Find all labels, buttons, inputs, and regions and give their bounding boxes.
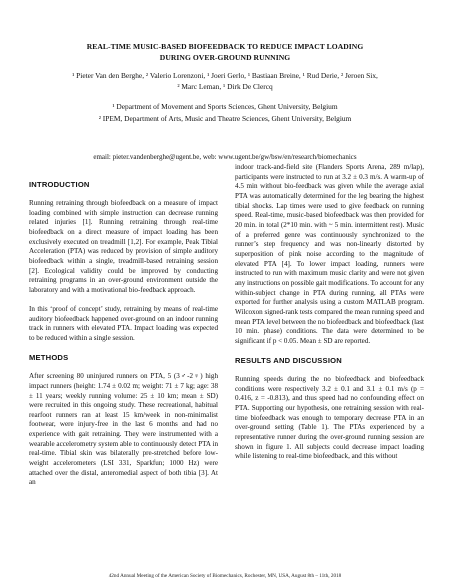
title-line-2: DURING OVER-GROUND RUNNING — [159, 53, 291, 62]
results-paragraph-1: Running speeds during the no biofeedback and biofeedback conditions were respectively 3.2 ± 0.1 and 3.1 ± 0.1 m/s (p = 0.416, z = -0.813), and thus speed had no confounding effect on PTA. Supporting our hypothesis, one retraining session with real-time biofeedback was enough to temporary decrease PTA in an over-ground setting (Table 1). The PTAs experienced by a representative runner during the over-ground running session are shown in figure 1. All subjects could decrease impact loading while listening to real-time biofeedback, and this without — [235, 374, 424, 461]
introduction-paragraph-2: In this ‘proof of concept’ study, retraining by means of real-time auditory biofeedback happened over-ground on an indoor running track in runners with elevated PTA. Impact loading was expected to be reduced within a single session. — [29, 305, 218, 343]
affiliation-2: ² IPEM, Department of Arts, Music and Theatre Sciences, Ghent University, Belgium — [98, 113, 352, 123]
methods-paragraph-1: After screening 80 uninjured runners on PTA, 5 (3♂-2♀) high impact runners (height: 1.74 ± 0.02 m; weight: 71 ± 7 kg; age: 38 ± 11 years; weekly running volume: 25 ± 10 km; mean ± SD) were recruited in this ongoing study. These recreational, habitual rearfoot runners ran at least 15 km/week in non-minimalist footwear, were injury-free in the last 6 months and had no experience with gait retraining. They were instrumented with a wearable accelerometry system able to continuously detect PTA in real-time. Tibial skin was bilaterally pre-stretched before low-weight accelerometers (LSI 331, Sparkfun; 1000 Hz) were attached over the distal, anteromedial aspect of both tibia [3]. At an — [29, 372, 218, 487]
introduction-heading: INTRODUCTION — [29, 180, 90, 189]
results-heading: RESULTS AND DISCUSSION — [235, 355, 342, 365]
authors-line-2: ² Marc Leman, ¹ Dirk De Clercq — [177, 81, 273, 91]
right-column — [235, 163, 424, 462]
conference-footer: 42nd Annual Meeting of the American Society of Biomechanics, Rochester, MN, USA, August 8th – 11th, 2018 — [108, 573, 342, 579]
methods-heading: METHODS — [29, 353, 69, 363]
author-list — [20, 71, 430, 92]
affiliation-1: ¹ Department of Movement and Sports Sciences, Ghent University, Belgium — [112, 102, 338, 111]
authors-line-1: ¹ Pieter Van den Berghe, ² Valerio Lorenzoni, ¹ Joeri Gerlo, ¹ Bastiaan Breine, ¹ Rud Derie, ² Jeroen Six, — [72, 71, 378, 80]
introduction-paragraph-1: Running retraining through biofeedback on a measure of impact loading combined with simple instruction can decrease running related injuries [1]. Running retraining through real-time biofeedback on a direct measure of impact loading has been exclusively executed on treadmill [1,2]. For example, Peak Tibial Acceleration (PTA) was reduced by provision of simple auditory biofeedback within a single, treadmill-based retraining session [2]. Ecological validity could be improved by conducting retraining programs in an over-ground environment outside the laboratory and with a motivational bio-feedback approach. — [29, 199, 218, 294]
paper-title — [30, 41, 420, 63]
methods-paragraph-2: indoor track-and-field site (Flanders Sports Arena, 289 m/lap), participants were instructed to run at 3.2 ± 0.3 m/s. A warm-up of 4.5 min without bio-feedback was given while the average axial PTA was automatically determined for the leg bearing the highest tibial shocks. Lap times were used to give feedback on running speed. Real-time, music-based biofeedback was then provided for 20 min. in total (2*10 min. with ~ 5 min. intermittent rest). Music of a preferred genre was continuously synchronized to the runner’s step frequency and was non-linearly distorted by superposition of pink noise according to the magnitude of elevated PTA [4]. To lower impact loading, runners were instructed to run with maximum music clarity and were not given any instructions on possible gait modifications. To account for any within-subject change in PTA during running, all PTAs were exported for further analysis using a custom MATLAB program. Wilcoxon signed-rank tests compared the mean running speed and mean PTA level between the no biofeedback and biofeedback (last 10 min. phase) conditions. The data were determined to be significant if p < 0.05. Mean ± SD are reported. — [235, 163, 424, 345]
contact-email: email: pieter.vandenberghe@ugent.be, web: www.ugent.be/gw/bsw/en/research/biomechanics — [93, 153, 357, 161]
affiliations — [20, 101, 430, 124]
left-column — [29, 180, 218, 488]
title-line-1: REAL-TIME MUSIC-BASED BIOFEEDBACK TO REDUCE IMPACT LOADING — [86, 42, 364, 51]
